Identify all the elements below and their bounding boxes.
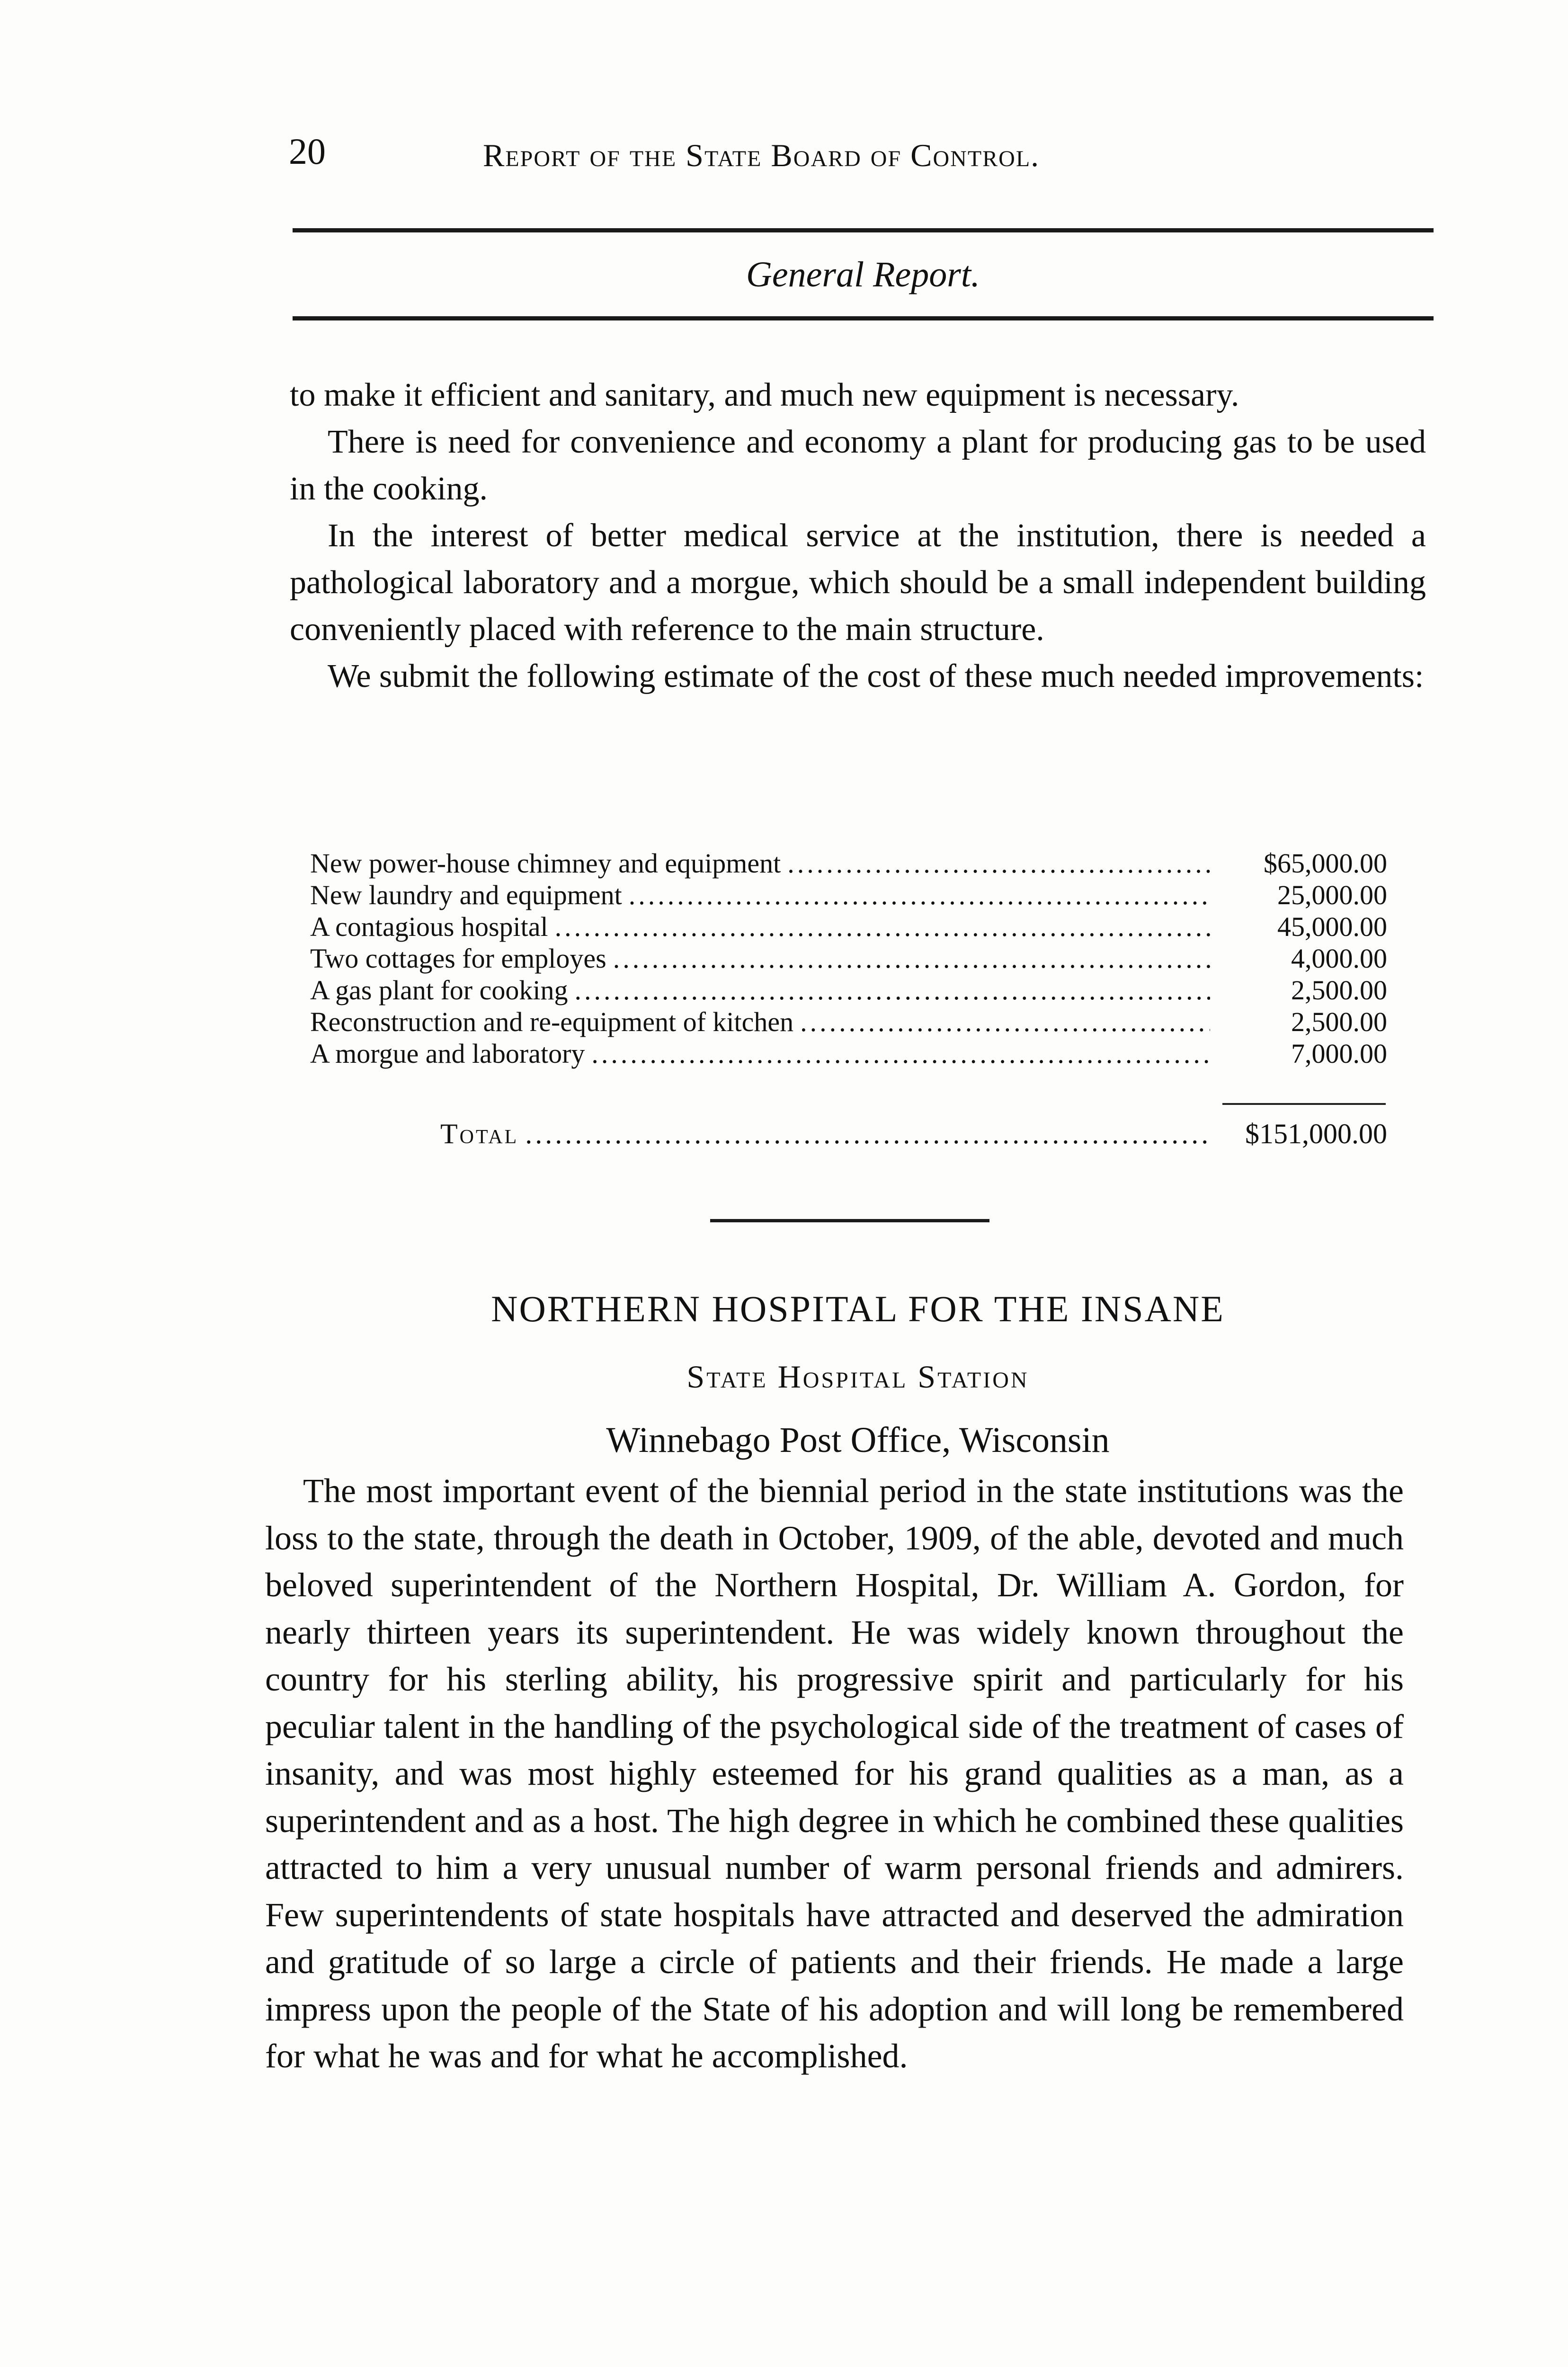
estimate-item: Two cottages for employes [310, 943, 606, 974]
leader-dots [574, 974, 1210, 1006]
hospital-text [265, 1468, 1404, 2080]
estimate-amount: 2,500.00 [1291, 1006, 1387, 1037]
post-office-subheading: Winnebago Post Office, Wisconsin [606, 1420, 1110, 1460]
cost-estimate-table [310, 847, 1387, 1069]
sum-rule [1222, 1103, 1386, 1105]
paragraph: The most important event of the biennial period in the state institutions was the loss to the state, through the death in October, 1909, of the able, devoted and much beloved superintendent of the Northern Hospital, Dr. William A. Gordon, for nearly thirteen years its superintendent. He was widely known throughout the country for his sterling ability, his progressive spirit and particularly for his peculiar talent in the handling of the psychological side of the treatment of cases of insanity, and was most highly esteemed for his grand qualities as a man, as a superintendent and as a host. The high degree in which he combined these qualities attracted to him a very unusual number of warm personal friends and admirers. Few superintendents of state hospitals have attracted and deserved the admiration and gratitude of so large a circle of patients and their friends. He made a large impress upon the people of the State of his adoption and will long be remembered for what he was and for what he accomplished. [265, 1472, 1404, 2075]
running-head [289, 128, 1434, 180]
leader-dots [555, 911, 1210, 943]
estimate-total-row [440, 1115, 1387, 1153]
leader-dots [787, 847, 1210, 879]
report-title: Report of the State Board of Control. [483, 137, 1040, 173]
estimate-row [310, 1038, 1387, 1069]
paragraph: There is need for convenience and economy a plant for producing gas to be used in the cooking. [290, 424, 1426, 507]
estimate-amount: 7,000.00 [1291, 1038, 1387, 1069]
estimate-amount: 25,000.00 [1277, 880, 1387, 910]
section-label: General Report. [746, 255, 980, 294]
estimate-item: A contagious hospital [310, 911, 548, 942]
page-number: 20 [289, 131, 326, 172]
estimate-amount: $65,000.00 [1264, 848, 1387, 879]
estimate-row [310, 943, 1387, 974]
total-label: Total [440, 1118, 519, 1149]
estimate-item: A morgue and laboratory [310, 1038, 585, 1069]
hospital-heading: NORTHERN HOSPITAL FOR THE INSANE [491, 1288, 1225, 1329]
paragraph: to make it efficient and sanitary, and much new equipment is necessary. [290, 377, 1239, 413]
station-subheading: State Hospital Station [686, 1359, 1029, 1395]
intro-text [290, 372, 1426, 700]
estimate-amount: 4,000.00 [1291, 943, 1387, 974]
section-divider [710, 1219, 989, 1222]
total-amount: $151,000.00 [1245, 1118, 1387, 1149]
paragraph: We submit the following estimate of the cost of these much needed improvements: [328, 658, 1424, 694]
paragraph: In the interest of better medical service at the institution, there is needed a pathological laboratory and a morgue, which should be a small independent building conveniently placed with reference to the main structure. [290, 517, 1426, 648]
estimate-item: New power-house chimney and equipment [310, 848, 781, 879]
estimate-row [310, 911, 1387, 943]
leader-dots [800, 1006, 1210, 1038]
estimate-row [310, 1006, 1387, 1038]
header-rule-top [293, 228, 1434, 232]
estimate-row [310, 847, 1387, 879]
estimate-item: Reconstruction and re-equipment of kitchen [310, 1006, 794, 1037]
estimate-row [310, 974, 1387, 1006]
estimate-amount: 45,000.00 [1277, 911, 1387, 942]
leader-dots [525, 1115, 1210, 1153]
leader-dots [591, 1038, 1210, 1069]
estimate-row [310, 879, 1387, 911]
leader-dots [613, 943, 1210, 974]
estimate-amount: 2,500.00 [1291, 975, 1387, 1006]
header-rule-bottom [293, 316, 1434, 320]
leader-dots [629, 879, 1210, 911]
estimate-item: New laundry and equipment [310, 880, 622, 910]
estimate-item: A gas plant for cooking [310, 975, 568, 1006]
